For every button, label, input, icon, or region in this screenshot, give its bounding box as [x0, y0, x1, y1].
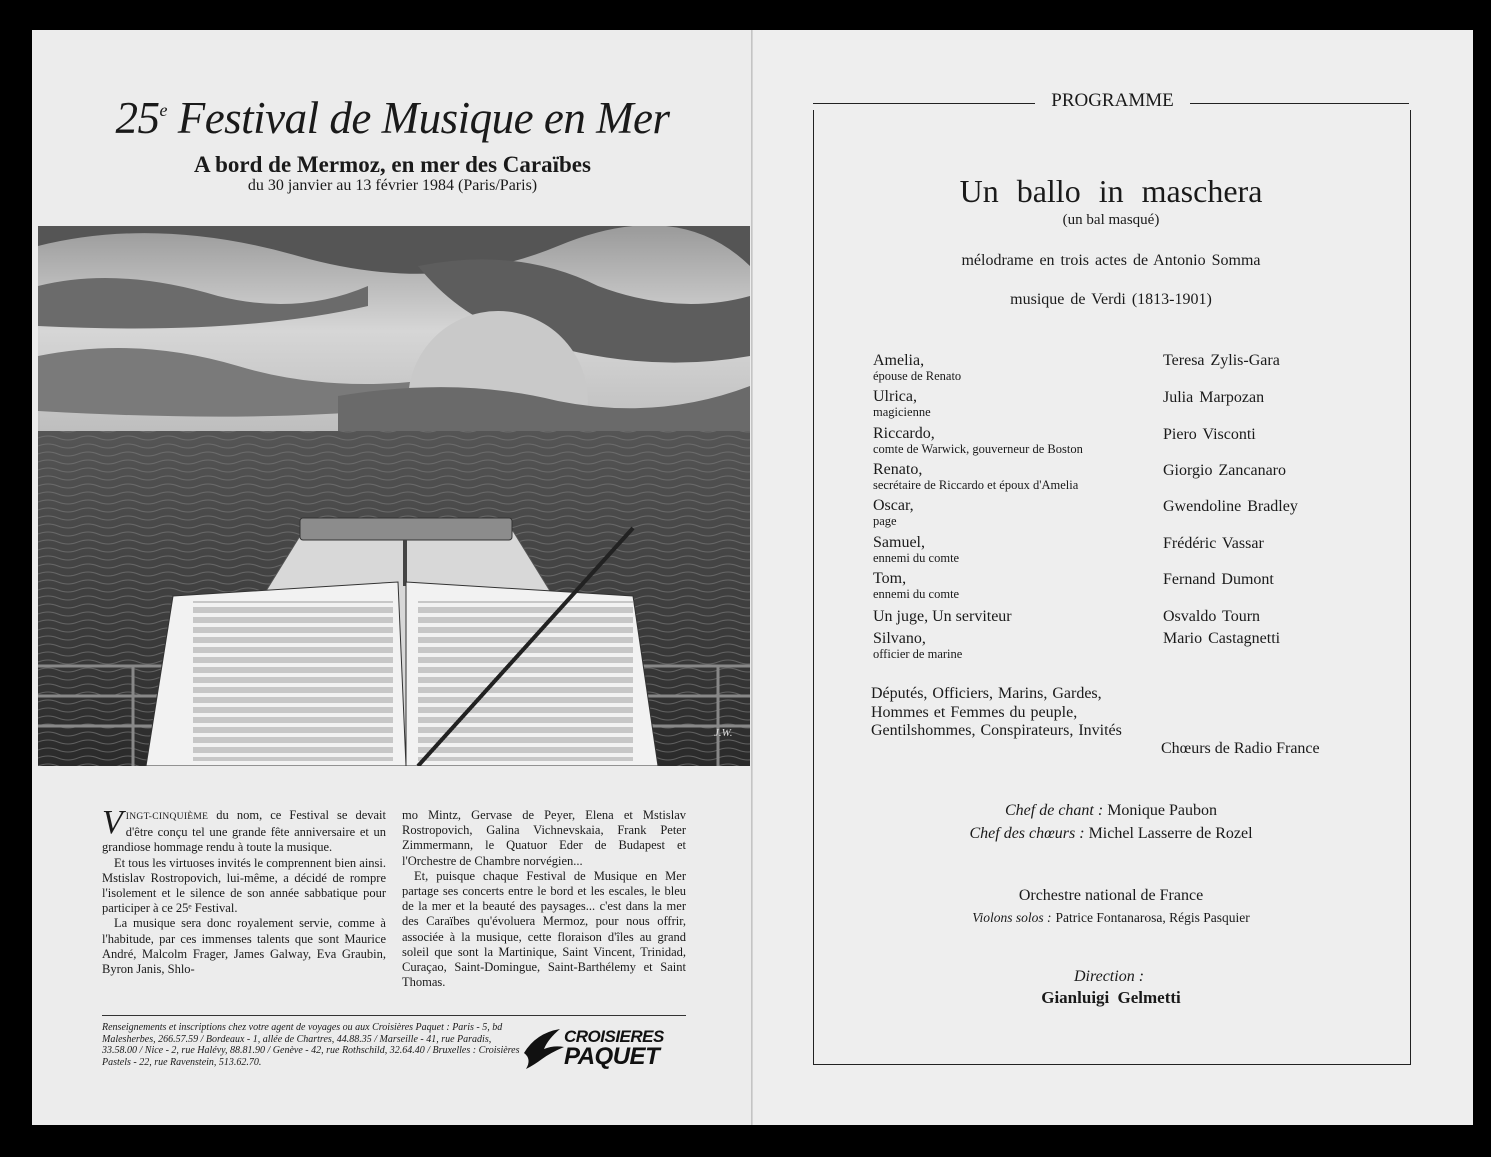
- cast-singer: Osvaldo Tourn: [1163, 608, 1261, 625]
- article-paragraph: Et tous les virtuoses invités le comprennent bien ainsi. Mstislav Rostropovich, lui-même, a décidé de rompre l'isolement et le silence de son année sabbatique pour participer à ce 25ᵉ Festival.: [102, 855, 386, 916]
- chorus-name: Chœurs de Radio France: [1161, 740, 1320, 757]
- cast-role-description: officier de marine: [873, 647, 963, 661]
- logo-line2: PAQUET: [564, 1043, 660, 1070]
- booking-info: Renseignements et inscriptions chez votre agent de voyages ou aux Croisières Paquet : Paris - 5, bd Malesherbes, 266.57.59 / Bordeaux - 1, allée de Chartres, 44.88.35 / Marseille - 41, rue Paradis, 33.58.00 / Nice - 2, rue Halévy, 88.81.90 / Genève - 42, rue Rothschild, 32.64.40 / Bruxelles : Croisières Pastels - 22, rue Ravenstein, 513.62.70.: [102, 1022, 520, 1068]
- cast-singer: Gwendoline Bradley: [1163, 498, 1298, 515]
- opera-title: Un ballo in maschera: [959, 173, 1263, 209]
- festival-subtitle: A bord de Mermoz, en mer des Caraïbes: [194, 152, 591, 177]
- bird-icon: [522, 1025, 566, 1073]
- chef-de-chant: Chef de chant : Monique Paubon: [1005, 802, 1217, 819]
- article-column-right: [402, 808, 686, 990]
- dropcap: V: [102, 804, 123, 841]
- left-page: [32, 30, 753, 1125]
- opera-subtitle: (un bal masqué): [1062, 212, 1160, 228]
- libretto-line: mélodrame en trois actes de Antonio Somma: [961, 252, 1261, 269]
- croisieres-paquet-logo: [522, 1025, 692, 1073]
- cast-singer: Giorgio Zancanaro: [1163, 462, 1286, 479]
- programme-label: PROGRAMME: [1051, 90, 1174, 111]
- cast-role-description: magicienne: [873, 405, 931, 419]
- conductor-name: Gianluigi Gelmetti: [1041, 988, 1181, 1007]
- sea-sheet-music-illustration: [38, 226, 750, 766]
- cast-role-description: comte de Warwick, gouverneur de Boston: [873, 442, 1083, 456]
- cast-role-description: ennemi du comte: [873, 551, 960, 565]
- festival-title: 25e Festival de Musique en Mer: [115, 93, 670, 143]
- cast-singer: Julia Marpozan: [1163, 389, 1265, 406]
- composer-line: musique de Verdi (1813-1901): [1010, 291, 1212, 308]
- article-paragraph: mo Mintz, Gervase de Peyer, Elena et Mstislav Rostropovich, Galina Vichnevskaia, Frank Peter Zimmermann, le Quatuor Eder de Budapest et l'Orchestre de Chambre norvégien...: [402, 808, 686, 868]
- cast-role: Renato, secrétaire de Riccardo et époux d'Amelia: [873, 461, 1079, 492]
- cast-role: Amelia, épouse de Renato: [873, 352, 962, 383]
- festival-dates: du 30 janvier au 13 février 1984 (Paris/Paris): [247, 177, 538, 194]
- cast-singer: Piero Visconti: [1163, 426, 1256, 443]
- cast-role: Samuel, ennemi du comte: [873, 534, 960, 565]
- cast-role-description: secrétaire de Riccardo et époux d'Amelia: [873, 478, 1079, 492]
- cast-singer: Frédéric Vassar: [1163, 535, 1264, 552]
- cast-role: Ulrica, magicienne: [873, 388, 931, 419]
- chorus-roles: Députés, Officiers, Marins, Gardes, Hommes et Femmes du peuple, Gentilshommes, Conspirateurs, Invités: [871, 685, 1122, 739]
- article-column-left: VINGT-CINQUIÈME du nom, ce Festival se devait d'être conçu tel une grande fête anniversaire et un grandiose hommage rendu à toute la musique. Et tous les virtuoses invités le comprennent bien ainsi. Mstislav Rostropovich, lui-même, a décidé de rompre l'isolement et le silence de son année sabbatique pour participer à ce 25ᵉ Festival. La musique sera donc royalement servie, comme à l'habitude, par ces immenses talents que sont Maurice André, Malcolm Frager, James Galway, Eva Graubin, Byron Janis, Shlo-: [102, 804, 386, 977]
- cast-role-description: épouse de Renato: [873, 369, 962, 383]
- cast-role: Riccardo, comte de Warwick, gouverneur de Boston: [873, 425, 1083, 456]
- right-page: [753, 30, 1473, 1125]
- cast-role: Tom, ennemi du comte: [873, 570, 960, 601]
- cast-singer: Teresa Zylis-Gara: [1163, 352, 1280, 369]
- logo-line1: CROISIERES: [564, 1027, 664, 1046]
- cast-role-description: page: [873, 514, 897, 528]
- cast-role: Oscar, page: [873, 497, 914, 528]
- chef-des-choeurs: Chef des chœurs : Michel Lasserre de Rozel: [969, 825, 1253, 842]
- article-paragraph: La musique sera donc royalement servie, comme à l'habitude, par ces immenses talents que sont Maurice André, Malcolm Frager, James Galway, Eva Graubin, Byron Janis, Shlo-: [102, 916, 386, 977]
- divider: [102, 1015, 686, 1016]
- cast-role: Silvano, officier de marine: [873, 630, 963, 661]
- artist-signature: J.W.: [714, 727, 733, 739]
- cast-singer: Mario Castagnetti: [1163, 630, 1281, 647]
- article-paragraph: Et, puisque chaque Festival de Musique en Mer partage ses concerts entre le bord et les escales, le bleu de la mer et la beauté des paysages... c'est dans la mer des Caraïbes qu'évoluera Mermoz, pour nous offrir, associée à la musique, cette floraison d'îles au grand soleil que sont la Martinique, Saint Vincent, Trinidad, Curaçao, Saint-Domingue, Saint-Barthélemy et Saint Thomas.: [402, 868, 686, 990]
- violons-solos: Violons solos : Patrice Fontanarosa, Régis Pasquier: [972, 910, 1250, 925]
- cast-role: Un juge, Un serviteur: [873, 608, 1012, 625]
- orchestra: Orchestre national de France: [1018, 887, 1204, 904]
- cast-singer: Fernand Dumont: [1163, 571, 1274, 588]
- cast-role-description: ennemi du comte: [873, 587, 960, 601]
- direction-label: Direction :: [1073, 968, 1145, 985]
